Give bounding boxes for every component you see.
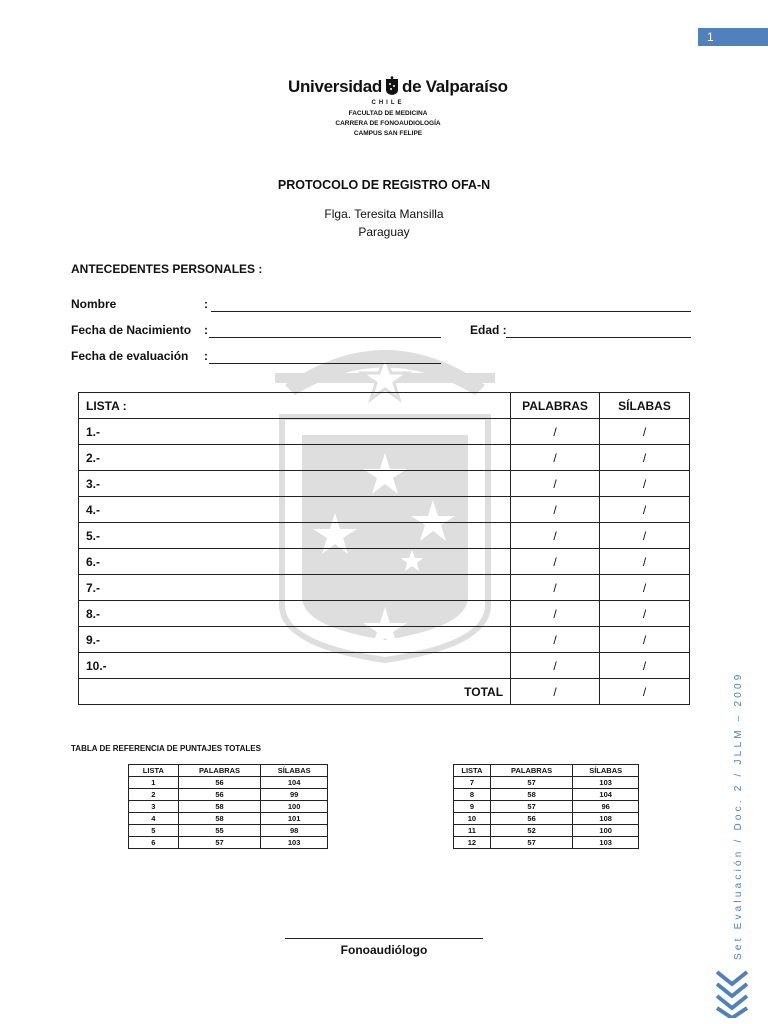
reference-header-row: [129, 765, 328, 777]
row-label: 6.-: [79, 549, 511, 575]
ref-cell: 57: [490, 837, 573, 849]
ref-cell: 104: [573, 789, 639, 801]
silabas-cell[interactable]: /: [600, 653, 690, 679]
ref-header-silabas: SÍLABAS: [573, 765, 639, 777]
career-label: CARRERA DE FONOAUDIOLOGÍA: [335, 120, 441, 127]
ref-cell: 7: [454, 777, 491, 789]
ref-cell: 4: [129, 813, 179, 825]
nombre-field[interactable]: [211, 311, 691, 312]
ref-header-lista: LISTA: [129, 765, 179, 777]
palabras-cell[interactable]: /: [511, 497, 600, 523]
ref-cell: 57: [178, 837, 261, 849]
ref-cell: 103: [573, 777, 639, 789]
table-row: [79, 653, 690, 679]
evaluacion-colon: :: [204, 349, 208, 363]
table-row: [79, 523, 690, 549]
ref-cell: 55: [178, 825, 261, 837]
country-label: CHILE: [371, 100, 405, 106]
row-label: 5.-: [79, 523, 511, 549]
ref-cell: 9: [454, 801, 491, 813]
total-row: [79, 679, 690, 705]
ref-header-palabras: PALABRAS: [490, 765, 573, 777]
section-title: ANTECEDENTES PERSONALES :: [71, 262, 263, 276]
signature-label: Fonoaudiólogo: [340, 943, 428, 957]
ref-cell: 11: [454, 825, 491, 837]
author-country: Paraguay: [358, 225, 410, 239]
ref-cell: 1: [129, 777, 179, 789]
table-header-row: [79, 393, 690, 419]
document-title: PROTOCOLO DE REGISTRO OFA-N: [277, 178, 491, 192]
ref-cell: 100: [573, 825, 639, 837]
row-label: 1.-: [79, 419, 511, 445]
edad-label: Edad :: [470, 323, 507, 337]
ref-cell: 5: [129, 825, 179, 837]
nombre-colon: :: [204, 297, 208, 311]
silabas-cell[interactable]: /: [600, 627, 690, 653]
ref-cell: 103: [261, 837, 328, 849]
table-row: [454, 777, 639, 789]
table-row: [79, 549, 690, 575]
palabras-cell[interactable]: /: [511, 419, 600, 445]
ref-cell: 2: [129, 789, 179, 801]
chevron-down-icon: [714, 968, 750, 1018]
evaluacion-label: Fecha de evaluación: [71, 349, 189, 363]
row-label: 8.-: [79, 601, 511, 627]
silabas-cell[interactable]: /: [600, 419, 690, 445]
table-row: [129, 789, 328, 801]
table-row: [79, 471, 690, 497]
total-label: TOTAL: [79, 679, 511, 705]
ref-cell: 6: [129, 837, 179, 849]
row-label: 7.-: [79, 575, 511, 601]
row-label: 9.-: [79, 627, 511, 653]
brand-left: Universidad: [288, 77, 383, 96]
ref-cell: 104: [261, 777, 328, 789]
ref-cell: 56: [490, 813, 573, 825]
reference-title: TABLA DE REFERENCIA DE PUNTAJES TOTALES: [71, 744, 261, 753]
table-row: [454, 801, 639, 813]
table-row: [79, 627, 690, 653]
ref-cell: 98: [261, 825, 328, 837]
palabras-cell[interactable]: /: [511, 575, 600, 601]
ref-header-lista: LISTA: [454, 765, 491, 777]
silabas-cell[interactable]: /: [600, 575, 690, 601]
total-silabas-cell[interactable]: /: [600, 679, 690, 705]
ref-cell: 100: [261, 801, 328, 813]
palabras-cell[interactable]: /: [511, 471, 600, 497]
author-name: Flga. Teresita Mansilla: [324, 207, 444, 221]
table-row: [454, 837, 639, 849]
ref-cell: 56: [178, 777, 261, 789]
author-block: [0, 205, 768, 241]
ref-cell: 108: [573, 813, 639, 825]
row-label: 3.-: [79, 471, 511, 497]
ref-cell: 10: [454, 813, 491, 825]
university-shield-icon: [385, 76, 399, 96]
nacimiento-label: Fecha de Nacimiento: [71, 323, 192, 337]
table-row: [129, 813, 328, 825]
reference-table-left: [128, 764, 328, 849]
university-name: [288, 76, 508, 97]
silabas-cell[interactable]: /: [600, 549, 690, 575]
palabras-cell[interactable]: /: [511, 549, 600, 575]
edad-field[interactable]: [506, 337, 691, 338]
ref-cell: 99: [261, 789, 328, 801]
ref-cell: 96: [573, 801, 639, 813]
brand-right: de Valparaíso: [402, 77, 508, 96]
silabas-cell[interactable]: /: [600, 471, 690, 497]
ref-cell: 58: [178, 801, 261, 813]
palabras-cell[interactable]: /: [511, 627, 600, 653]
campus-label: CAMPUS SAN FELIPE: [353, 130, 423, 137]
table-row: [454, 825, 639, 837]
ref-cell: 8: [454, 789, 491, 801]
nacimiento-field[interactable]: [209, 337, 441, 338]
palabras-cell[interactable]: /: [511, 601, 600, 627]
silabas-cell[interactable]: /: [600, 445, 690, 471]
total-palabras-cell[interactable]: /: [511, 679, 600, 705]
university-logo: [288, 76, 508, 139]
palabras-cell[interactable]: /: [511, 445, 600, 471]
signature-line[interactable]: [285, 938, 483, 939]
table-row: [454, 789, 639, 801]
ref-cell: 57: [490, 801, 573, 813]
row-label: 10.-: [79, 653, 511, 679]
ref-cell: 103: [573, 837, 639, 849]
ref-cell: 57: [490, 777, 573, 789]
nacimiento-colon: :: [204, 323, 208, 337]
header-silabas: SÍLABAS: [600, 393, 690, 419]
ref-cell: 52: [490, 825, 573, 837]
ref-cell: 56: [178, 789, 261, 801]
ref-header-palabras: PALABRAS: [178, 765, 261, 777]
reference-table-right: [453, 764, 639, 849]
ref-cell: 3: [129, 801, 179, 813]
table-row: [79, 445, 690, 471]
table-row: [79, 419, 690, 445]
table-row: [129, 837, 328, 849]
header-lista: LISTA :: [79, 393, 511, 419]
table-row: [79, 497, 690, 523]
ref-cell: 58: [490, 789, 573, 801]
registro-table: [78, 392, 690, 705]
table-row: [79, 601, 690, 627]
row-label: 2.-: [79, 445, 511, 471]
silabas-cell[interactable]: /: [600, 601, 690, 627]
ref-cell: 101: [261, 813, 328, 825]
table-row: [129, 825, 328, 837]
row-label: 4.-: [79, 497, 511, 523]
page-number-badge: 1: [698, 28, 768, 46]
header-palabras: PALABRAS: [511, 393, 600, 419]
palabras-cell[interactable]: /: [511, 653, 600, 679]
ref-header-silabas: SÍLABAS: [261, 765, 328, 777]
ref-cell: 12: [454, 837, 491, 849]
table-row: [129, 777, 328, 789]
table-row: [454, 813, 639, 825]
silabas-cell[interactable]: /: [600, 497, 690, 523]
faculty-label: FACULTAD DE MEDICINA: [348, 110, 428, 117]
reference-header-row: [454, 765, 639, 777]
silabas-cell[interactable]: /: [600, 523, 690, 549]
nombre-label: Nombre: [71, 297, 117, 311]
table-row: [129, 801, 328, 813]
evaluacion-field[interactable]: [209, 363, 441, 364]
table-row: [79, 575, 690, 601]
palabras-cell[interactable]: /: [511, 523, 600, 549]
ref-cell: 58: [178, 813, 261, 825]
side-footer-text: Set Evaluación / Doc. 2 / JLLM – 2009: [733, 671, 744, 960]
